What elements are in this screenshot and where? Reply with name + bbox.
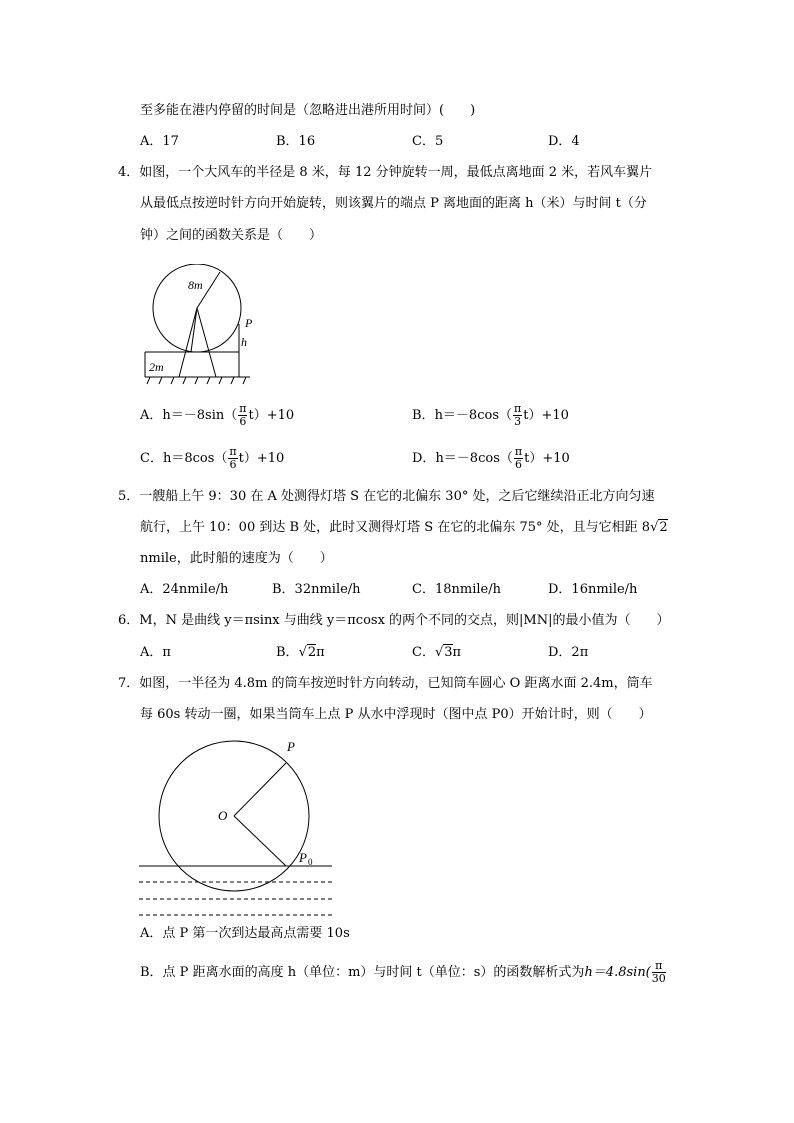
q4-stem-line1: 4．如图，一个大风车的半径是 8 米，每 12 分钟旋转一周，最低点离地面 2 米，若风车翼片 (118, 165, 653, 180)
q7-option-b[interactable]: B．点 P 距离水面的高度 h（单位：m）与时间 t（单位：s）的函数解析式为h＝4.8sin( $\frac{\pi}{30}$ (140, 959, 666, 985)
q4-option-a[interactable]: A．h＝－8sin（ $\frac{\pi}{6}$ t）+10 (140, 402, 295, 428)
q6-option-c[interactable]: C．√3π (412, 645, 462, 660)
height-label: h (241, 335, 247, 349)
point-p0-subscript: 0 (308, 857, 313, 867)
water-wheel-figure (136, 736, 336, 918)
q6-option-a[interactable]: A．π (140, 645, 171, 660)
q5-option-c[interactable]: C．18nmile/h (412, 582, 501, 597)
ground-height-label: 2m (149, 360, 164, 374)
q7-option-a[interactable]: A．点 P 第一次到达最高点需要 10s (140, 926, 350, 941)
q6-option-b[interactable]: B．√2π (276, 645, 325, 660)
q5-stem-line1: 5．一艘船上午 9：30 在 A 处测得灯塔 S 在它的北偏东 30° 处，之后它继续沿正北方向匀速 (118, 489, 655, 504)
q4-stem-line3: 钟）之间的函数关系是（ ） (140, 228, 323, 243)
q7-stem-line2: 每 60s 转动一圈，如果当筒车上点 P 从水中浮现时（图中点 P0）开始计时，则（ ） (140, 707, 652, 722)
q4-stem-line2: 从最低点按逆时针方向开始旋转，则该翼片的端点 P 离地面的距离 h（米）与时间 t（分 (140, 196, 647, 211)
q6-stem: 6．M，N 是曲线 y＝πsinx 与曲线 y＝πcosx 的两个不同的交点，则|MN|的最小值为（ ） (118, 613, 670, 628)
windmill-tower-right (197, 308, 216, 377)
point-p-label: P (245, 316, 253, 330)
q5-stem-line3: nmile，此时船的速度为（ ） (140, 551, 333, 566)
point-p0-label: P (299, 850, 307, 865)
q5-option-a[interactable]: A．24nmile/h (140, 582, 229, 597)
windmill-figure (136, 264, 262, 388)
radius-op0 (234, 816, 286, 866)
radius-label: 8m (188, 278, 203, 292)
center-o-label: O (218, 808, 228, 823)
point-p-label: P (287, 739, 295, 754)
q4-option-c[interactable]: C．h＝8cos（ $\frac{\pi}{6}$ t）+10 (140, 445, 285, 471)
q3-stem-tail: 至多能在港内停留的时间是（忽略进出港所用时间）( ) (140, 103, 476, 118)
windmill-blade-lower (191, 308, 197, 352)
q3-option-c[interactable]: C．5 (412, 134, 444, 149)
q3-option-d[interactable]: D．4 (548, 134, 580, 149)
q4-option-b[interactable]: B．h＝－8cos（ $\frac{\pi}{3}$ t）+10 (412, 402, 569, 428)
radius-op (234, 763, 286, 816)
windmill-tower-left (179, 308, 197, 377)
q5-option-b[interactable]: B．32nmile/h (272, 582, 361, 597)
q7-stem-line1: 7．如图，一半径为 4.8m 的筒车按逆时针方向转动，已知筒车圆心 O 距离水面 2.4m，筒车 (118, 676, 653, 691)
q3-option-b[interactable]: B．16 (276, 134, 316, 149)
q5-stem-line2: 航行，上午 10：00 到达 B 处，此时又测得灯塔 S 在它的北偏东 75° 处，且与它相距 8√2 (140, 520, 668, 535)
q6-option-d[interactable]: D．2π (548, 645, 589, 660)
q3-option-a[interactable]: A．17 (140, 134, 179, 149)
q5-option-d[interactable]: D．16nmile/h (548, 582, 638, 597)
q4-option-d[interactable]: D．h＝－8cos（ $\frac{\pi}{6}$ t）+10 (412, 445, 570, 471)
ground-hatching (147, 377, 246, 384)
